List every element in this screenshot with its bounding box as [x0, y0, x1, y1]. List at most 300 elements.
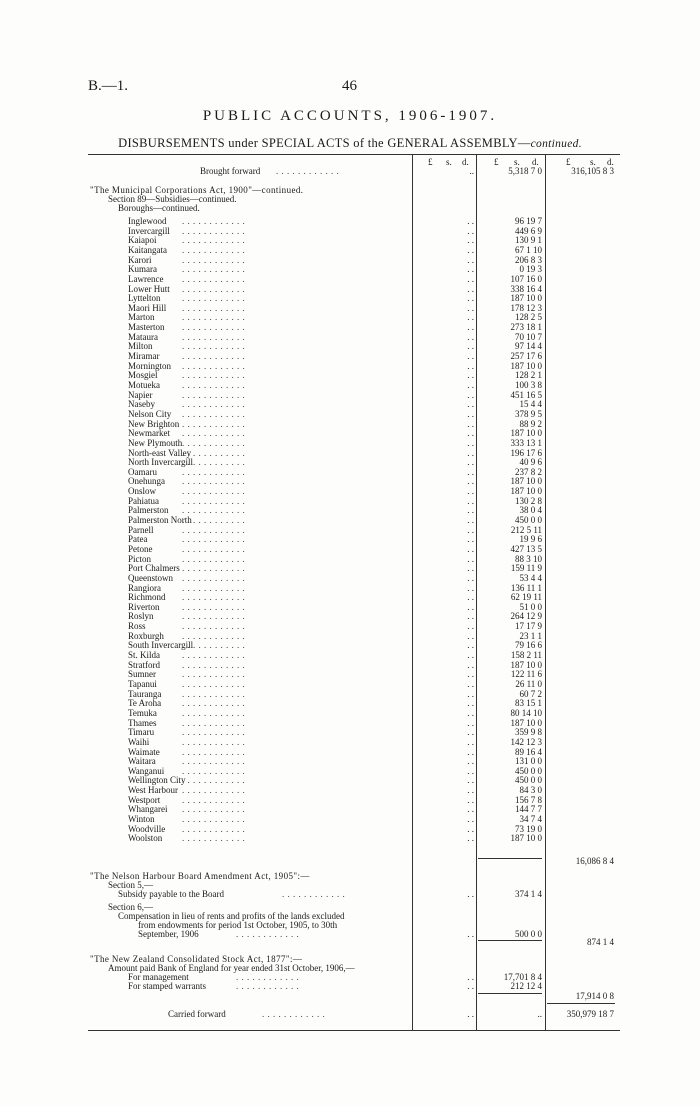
borough-name: Westport	[128, 794, 161, 805]
borough-name: Lawrence	[128, 273, 164, 284]
borough-name: North Invercargill	[128, 457, 194, 468]
borough-name: Onslow	[128, 486, 157, 497]
leader-dots: . . . . . . . . . . . .	[182, 689, 246, 698]
borough-name: Picton	[128, 553, 152, 564]
borough-row	[0, 323, 700, 331]
borough-amount: 178 12 3	[510, 302, 542, 313]
borough-col1: . .	[467, 775, 474, 786]
stock-total: 17,914 0 8	[575, 991, 614, 1001]
borough-name: Palmerston North	[128, 515, 192, 525]
borough-name: Mosgiel	[128, 370, 158, 381]
borough-col1: . .	[467, 823, 474, 834]
leader-dots: . . . . . . . . . . . .	[262, 1010, 326, 1018]
leader-dots: . . . . . . . . . . . .	[182, 217, 246, 225]
nelson-comp-line2	[0, 921, 700, 929]
nelson-section5-row	[0, 881, 700, 889]
borough-name: Tauranga	[128, 688, 162, 699]
borough-name: St. Kilda	[128, 650, 161, 660]
leader-dots: . . . . . . . . . . . .	[182, 323, 246, 332]
leader-dots: . . . . . . . . . . . .	[182, 544, 246, 553]
borough-amount: 70 10 7	[515, 331, 542, 342]
borough-amount: 107 16 0	[510, 273, 542, 284]
leader-dots: . . . . . . . . . . . .	[182, 487, 246, 496]
col3-shillings: s.	[590, 157, 596, 167]
leader-dots: . . . . . . . . . . . .	[182, 612, 246, 621]
nelson-subsidy-amount: 374 1 4	[515, 889, 542, 899]
nelson-total: 874 1 4	[587, 937, 614, 947]
borough-amount: 333 13 1	[510, 437, 542, 448]
leader-dots: . . . . . . . . . . . .	[182, 766, 246, 775]
borough-name: Onehunga	[128, 476, 165, 487]
leader-dots: . . . . . . . . . . . .	[182, 737, 246, 746]
nelson-section5: Section 5,—	[108, 880, 153, 890]
borough-amount: 187 10 0	[510, 476, 542, 487]
nelson-comp-text1: Compensation in lieu of rents and profits of the lands excluded	[118, 911, 345, 921]
borough-name: Roxburgh	[128, 630, 164, 641]
borough-name: Maori Hill	[128, 302, 167, 313]
borough-amount: 359 9 8	[515, 727, 542, 738]
subtitle-suffix: continued.	[530, 138, 582, 150]
borough-name: Pahiatua	[128, 495, 159, 506]
borough-col1: . .	[467, 515, 474, 525]
municipal-section: Section 89—Subsidies—continued.	[108, 194, 237, 204]
borough-row	[0, 545, 700, 553]
borough-amount: 449 6 9	[515, 225, 542, 236]
borough-row	[0, 236, 700, 244]
borough-col1: . .	[467, 302, 474, 313]
borough-amount: 122 11 6	[510, 669, 542, 680]
borough-name: Kaiapoi	[128, 235, 157, 246]
borough-amount: 144 7 7	[515, 804, 542, 815]
borough-col1: . .	[467, 717, 474, 728]
leader-dots: . . . . . . . . . . . .	[182, 352, 246, 360]
borough-amount: 378 9 5	[515, 408, 542, 419]
borough-name: Nelson City	[128, 408, 172, 419]
stock-management-col1: . .	[467, 972, 474, 982]
carried-forward-col3: 350,979 18 7	[566, 1009, 614, 1019]
borough-amount: 84 3 0	[519, 785, 542, 796]
leader-dots: . . . . . . . . . . . .	[182, 516, 246, 524]
leader-dots: . . . . . . . . . . . .	[182, 641, 246, 650]
borough-col1: . .	[467, 756, 474, 767]
borough-row	[0, 757, 700, 765]
borough-amount: 62 19 11	[510, 592, 542, 603]
borough-amount: 187 10 0	[510, 659, 542, 670]
borough-row	[0, 342, 700, 350]
borough-name: Naseby	[128, 399, 155, 410]
borough-col1: . .	[467, 630, 474, 641]
leader-dots: . . . . . . . . . . . .	[182, 622, 246, 631]
borough-amount: 100 3 8	[515, 380, 542, 390]
borough-row	[0, 497, 700, 505]
table-bottom-rule	[88, 1030, 620, 1031]
borough-amount: 67 1 10	[515, 244, 542, 255]
borough-row	[0, 815, 700, 823]
borough-name: Motueka	[128, 380, 160, 390]
borough-col1: . .	[467, 611, 474, 622]
carried-forward-label: Carried forward	[168, 1009, 226, 1019]
leader-dots: . . . . . . . . . . . .	[182, 583, 246, 592]
leader-dots: . . . . . . . . . . . .	[182, 506, 246, 515]
municipal-act-title: "The Municipal Corporations Act, 1900"—continued.	[90, 185, 304, 195]
borough-name: Woolston	[128, 833, 163, 844]
stock-intro-row	[0, 964, 700, 972]
borough-amount: 136 11 1	[510, 582, 542, 593]
leader-dots: . . . . . . . . . . . .	[182, 467, 246, 476]
borough-row	[0, 429, 700, 437]
nelson-act-title: "The Nelson Harbour Board Amendment Act, 1905":—	[90, 871, 310, 881]
nelson-subsidy-row	[0, 890, 700, 898]
borough-name: Winton	[128, 814, 155, 824]
borough-col1: . .	[467, 273, 474, 284]
borough-row	[0, 420, 700, 428]
borough-amount: 128 2 1	[515, 370, 542, 381]
borough-row	[0, 641, 700, 649]
leader-dots: . . . . . . . . . . . .	[182, 265, 246, 274]
borough-col1: . .	[467, 322, 474, 333]
borough-col1: . .	[467, 408, 474, 419]
stock-warrants-label: For stamped warrants	[128, 981, 206, 991]
leader-dots: . . . . . . . . . . . .	[182, 747, 246, 756]
municipal-act-heading	[0, 186, 700, 194]
leader-dots: . . . . . . . . . . . .	[182, 371, 246, 380]
leader-dots: . . . . . . . . . . . .	[182, 728, 246, 737]
borough-amount: 131 0 0	[515, 756, 542, 767]
leader-dots: . . . . . . . . . . . .	[282, 890, 346, 898]
nelson-subsidy-label: Subsidy payable to the Board	[118, 889, 224, 899]
borough-row	[0, 362, 700, 370]
leader-dots: . . . . . . . . . . . .	[182, 429, 246, 438]
leader-dots: . . . . . . . . . . . .	[182, 757, 246, 766]
borough-name: Roslyn	[128, 611, 154, 622]
carried-forward-col1: . .	[467, 1009, 474, 1019]
borough-col1: . .	[467, 794, 474, 805]
leader-dots: . . . . . . . . . . . .	[236, 973, 300, 981]
borough-col1: . .	[467, 582, 474, 593]
municipal-subsection-row	[0, 204, 700, 212]
page-reference: B.—1.	[88, 78, 129, 94]
borough-col1: . .	[467, 476, 474, 487]
borough-amount: 187 10 0	[510, 486, 542, 497]
borough-amount: 264 12 9	[510, 611, 542, 622]
borough-amount: 15 4 4	[519, 399, 542, 410]
borough-col1: . .	[467, 601, 474, 612]
leader-dots: . . . . . . . . . . . .	[182, 458, 246, 467]
leader-dots: . . . . . . . . . . . .	[182, 236, 246, 245]
borough-row	[0, 371, 700, 379]
carried-forward-col2: ..	[537, 1009, 542, 1019]
borough-row	[0, 690, 700, 698]
brought-forward-label: Brought forward	[200, 166, 261, 176]
borough-col1: . .	[467, 312, 474, 323]
borough-name: Rangiora	[128, 582, 161, 593]
col2-pence: d.	[532, 157, 539, 167]
borough-col1: . .	[467, 466, 474, 477]
borough-row	[0, 805, 700, 813]
borough-row	[0, 670, 700, 678]
borough-col1: . .	[467, 495, 474, 506]
leader-dots: . . . . . . . . . . . .	[182, 824, 246, 833]
borough-name: Petone	[128, 543, 153, 554]
document-title: PUBLIC ACCOUNTS, 1906-1907.	[202, 108, 498, 124]
nelson-comp-text2: from endowments for period 1st October, 1905, to 30th	[138, 920, 338, 930]
municipal-section-row	[0, 195, 700, 203]
borough-row	[0, 400, 700, 408]
borough-col1: . .	[467, 650, 474, 660]
borough-row	[0, 256, 700, 264]
borough-amount: 196 17 6	[510, 447, 542, 458]
borough-amount: 187 10 0	[510, 428, 542, 439]
borough-row	[0, 699, 700, 707]
borough-col1: . .	[467, 437, 474, 448]
borough-row	[0, 564, 700, 572]
borough-name: Woodville	[128, 823, 166, 834]
borough-name: Mornington	[128, 360, 172, 371]
borough-row	[0, 449, 700, 457]
borough-amount: 187 10 0	[510, 717, 542, 728]
borough-col1: . .	[467, 543, 474, 554]
leader-dots: . . . . . . . . . . . .	[182, 786, 246, 795]
leader-dots: . . . . . . . . . . . .	[182, 400, 246, 409]
stock-management-label: For management	[128, 972, 189, 982]
borough-col1: . .	[467, 283, 474, 294]
borough-name: South Invercargill	[128, 640, 194, 651]
borough-row	[0, 709, 700, 717]
leader-dots: . . . . . . . . . . . .	[182, 303, 246, 312]
borough-row	[0, 294, 700, 302]
borough-col1: . .	[467, 235, 474, 246]
borough-name: Sumner	[128, 669, 156, 680]
borough-name: Karori	[128, 254, 152, 265]
borough-amount: 80 14 10	[510, 707, 542, 718]
borough-col1: . .	[467, 669, 474, 680]
borough-col1: . .	[467, 225, 474, 236]
borough-name: Whangarei	[128, 804, 168, 815]
borough-amount: 51 0 0	[519, 601, 542, 612]
borough-row	[0, 651, 700, 659]
borough-amount: 130 9 1	[515, 235, 542, 246]
col2-pounds: £	[494, 157, 499, 167]
grand-total-rule	[547, 1003, 615, 1004]
stock-warrants-row	[0, 982, 700, 990]
document-subtitle	[0, 136, 700, 151]
borough-name: New Plymouth	[128, 437, 183, 448]
page-number: 46	[342, 78, 357, 94]
borough-name: Kumara	[128, 264, 157, 275]
borough-amount: 450 0 0	[515, 765, 542, 776]
borough-amount: 427 13 5	[510, 543, 542, 554]
borough-col1: . .	[467, 341, 474, 352]
nelson-total-row	[0, 938, 700, 946]
borough-col1: . .	[467, 640, 474, 651]
borough-row	[0, 748, 700, 756]
nelson-section6: Section 6,—	[108, 902, 153, 912]
borough-name: Patea	[128, 534, 148, 545]
leader-dots: . . . . . . . . . . . .	[182, 255, 246, 264]
stock-management-amount: 17,701 8 4	[503, 972, 542, 982]
borough-col1: . .	[467, 399, 474, 410]
borough-row	[0, 728, 700, 736]
borough-row	[0, 304, 700, 312]
borough-row	[0, 477, 700, 485]
borough-name: Newmarket	[128, 428, 170, 439]
borough-amount: 38 0 4	[519, 505, 542, 516]
borough-name: Lyttelton	[128, 293, 161, 304]
borough-amount: 128 2 5	[515, 312, 542, 323]
borough-row	[0, 574, 700, 582]
borough-amount: 97 14 4	[515, 341, 542, 352]
leader-dots: . . . . . . . . . . . .	[182, 554, 246, 563]
borough-name: Marton	[128, 312, 155, 323]
borough-row	[0, 738, 700, 746]
leader-dots: . . . . . . . . . . . .	[182, 795, 246, 804]
nelson-comp-text3: September, 1906	[138, 929, 199, 939]
borough-col1: . .	[467, 727, 474, 738]
borough-amount: 257 17 6	[510, 351, 542, 361]
col3-pounds: £	[566, 157, 571, 167]
borough-col1: . .	[467, 447, 474, 458]
borough-row	[0, 584, 700, 592]
borough-name: Ross	[128, 621, 146, 632]
borough-col1: . .	[467, 765, 474, 776]
borough-amount: 26 11 0	[515, 679, 542, 689]
leader-dots: . . . . . . . . . . . .	[182, 776, 246, 785]
borough-amount: 0 19 3	[519, 264, 542, 275]
borough-row	[0, 410, 700, 418]
stock-intro: Amount paid Bank of England for year ended 31st October, 1906,—	[108, 963, 355, 973]
leader-dots: . . . . . . . . . . . .	[182, 274, 246, 283]
borough-row	[0, 535, 700, 543]
borough-col1: . .	[467, 553, 474, 564]
borough-name: Waitara	[128, 756, 156, 767]
nelson-comp-col1: . .	[467, 929, 474, 939]
borough-col1: . .	[467, 534, 474, 545]
borough-col1: . .	[467, 351, 474, 361]
borough-col1: . .	[467, 264, 474, 275]
borough-amount: 130 2 8	[515, 495, 542, 506]
leader-dots: . . . . . . . . . . . .	[182, 284, 246, 293]
borough-row	[0, 352, 700, 360]
borough-col1: . .	[467, 428, 474, 439]
borough-col1: . .	[467, 524, 474, 535]
borough-name: Kaitangata	[128, 244, 167, 255]
borough-name: Napier	[128, 389, 153, 400]
borough-name: Riverton	[128, 601, 160, 612]
stock-management-row	[0, 973, 700, 981]
borough-amount: 212 5 11	[510, 524, 542, 535]
stock-act-title: "The New Zealand Consolidated Stock Act, 1877":—	[90, 954, 303, 964]
borough-row	[0, 661, 700, 669]
leader-dots: . . . . . . . . . . . .	[182, 332, 246, 341]
borough-col1: . .	[467, 505, 474, 516]
borough-name: Te Aroha	[128, 698, 162, 709]
borough-name: Palmerston	[128, 505, 169, 516]
borough-name: Milton	[128, 341, 153, 352]
leader-dots: . . . . . . . . . . . .	[182, 361, 246, 370]
borough-amount: 53 4 4	[519, 572, 542, 583]
borough-col1: . .	[467, 688, 474, 699]
col1-pence: d.	[462, 157, 469, 167]
leader-dots: . . . . . . . . . . . .	[182, 535, 246, 544]
borough-name: North-east Valley	[128, 447, 192, 458]
borough-amount: 19 9 6	[519, 534, 542, 545]
borough-row	[0, 834, 700, 842]
borough-amount: 88 9 2	[519, 418, 542, 429]
borough-name: Timaru	[128, 727, 155, 738]
borough-amount: 187 10 0	[510, 293, 542, 304]
leader-dots: . . . . . . . . . . . .	[182, 699, 246, 708]
carried-forward-row	[0, 1010, 700, 1018]
borough-row	[0, 227, 700, 235]
borough-amount: 40 9 6	[519, 457, 542, 468]
borough-amount: 60 7 2	[519, 688, 542, 699]
borough-name: Temuka	[128, 707, 157, 718]
borough-col1: . .	[467, 592, 474, 603]
borough-row	[0, 603, 700, 611]
borough-row	[0, 776, 700, 784]
borough-amount: 273 18 1	[510, 322, 542, 333]
borough-name: Wanganui	[128, 765, 165, 776]
borough-amount: 338 16 4	[510, 283, 542, 294]
borough-col1: . .	[467, 370, 474, 381]
leader-dots: . . . . . . . . . . . .	[182, 390, 246, 399]
borough-row	[0, 506, 700, 514]
leader-dots: . . . . . . . . . . . .	[182, 477, 246, 486]
borough-row	[0, 458, 700, 466]
borough-col1: . .	[467, 698, 474, 709]
borough-name: Richmond	[128, 592, 166, 603]
borough-row	[0, 719, 700, 727]
borough-row	[0, 275, 700, 283]
borough-row	[0, 680, 700, 688]
leader-dots: . . . . . . . . . . . .	[182, 496, 246, 505]
borough-row	[0, 265, 700, 273]
leader-dots: . . . . . . . . . . . .	[182, 651, 246, 659]
nelson-section6-row	[0, 903, 700, 911]
borough-row	[0, 796, 700, 804]
borough-col1: . .	[467, 814, 474, 824]
leader-dots: . . . . . . . . . . . .	[182, 313, 246, 322]
leader-dots: . . . . . . . . . . . .	[182, 438, 246, 447]
borough-row	[0, 487, 700, 495]
borough-amount: 79 16 6	[515, 640, 542, 651]
borough-amount: 187 10 0	[510, 360, 542, 371]
borough-row	[0, 526, 700, 534]
borough-name: Oamaru	[128, 466, 157, 477]
borough-name: Stratford	[128, 659, 160, 670]
borough-amount: 159 11 9	[510, 563, 542, 574]
borough-row	[0, 622, 700, 630]
borough-total: 16,086 8 4	[575, 856, 614, 866]
borough-name: Waihi	[128, 736, 150, 747]
brought-forward-col3: 316,105 8 3	[571, 166, 614, 176]
borough-col1: . .	[467, 216, 474, 226]
leader-dots: . . . . . . . . . . . .	[182, 680, 246, 688]
borough-col1: . .	[467, 254, 474, 265]
borough-name: Parnell	[128, 524, 154, 535]
leader-dots: . . . . . . . . . . . .	[182, 660, 246, 669]
borough-amount: 88 3 10	[515, 553, 542, 564]
borough-row	[0, 313, 700, 321]
borough-col1: . .	[467, 707, 474, 718]
borough-col1: . .	[467, 804, 474, 815]
borough-name: Invercargill	[128, 225, 170, 236]
brought-forward-col1: ..	[469, 166, 474, 176]
leader-dots: . . . . . . . . . . . .	[182, 294, 246, 303]
borough-row	[0, 516, 700, 524]
leader-dots: . . . . . . . . . . . .	[182, 602, 246, 611]
borough-name: Inglewood	[128, 216, 167, 226]
